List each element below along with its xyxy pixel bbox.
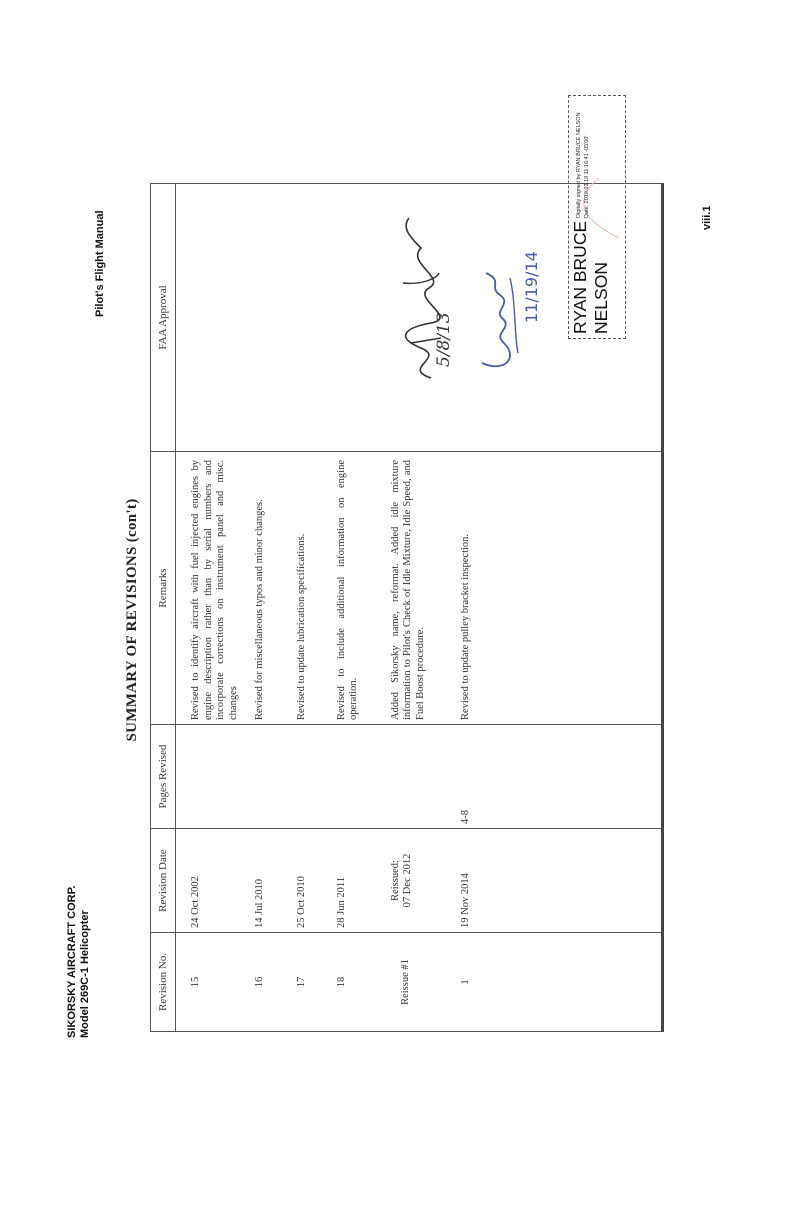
digital-signature-box xyxy=(568,95,626,339)
reissued-label: Reissued: xyxy=(389,860,401,901)
revision-no: 16 xyxy=(244,933,286,1032)
remarks: Revised to include additional information on engine operation. xyxy=(326,452,380,725)
remarks: Revised to update lubrication specifications. xyxy=(286,452,326,725)
revision-date: 19 Nov 2014 xyxy=(448,829,663,933)
revision-date xyxy=(380,829,448,933)
column-header: Revision Date xyxy=(151,829,176,933)
revision-date: 28 Jun 2011 xyxy=(326,829,380,933)
digital-signature-details xyxy=(575,112,591,218)
pages-revised xyxy=(176,725,244,829)
handwritten-date-2: 11/19/14 xyxy=(522,251,541,323)
pages-revised xyxy=(286,725,326,829)
remarks: Added Sikorsky name, reformat. Added idle mixture information to Pilot's Check of Idle Mixture, Idle Speed, and Fuel Boost procedure. xyxy=(380,452,448,725)
company-name: SIKORSKY AIRCRAFT CORP. xyxy=(66,885,78,1038)
faa-approval-cell xyxy=(176,112,663,452)
revision-date: 25 Oct 2010 xyxy=(286,829,326,933)
column-header: FAA Approval xyxy=(151,184,176,452)
digital-line-1: Digitally signed by RYAN BRUCE NELSON xyxy=(576,112,582,218)
page-number: viii.1 xyxy=(701,205,713,230)
rotated-page xyxy=(64,112,724,1060)
revision-no: 15 xyxy=(176,933,244,1032)
revision-no: Reissue #1 xyxy=(380,933,448,1032)
pages-revised xyxy=(380,725,448,829)
revision-date: 24 Oct 2002 xyxy=(176,829,244,933)
pages-revised: 4-8 xyxy=(448,725,663,829)
revision-date: 14 Jul 2010 xyxy=(244,829,286,933)
pages-revised xyxy=(326,725,380,829)
column-header: Pages Revised xyxy=(151,725,176,829)
revisions-table xyxy=(150,112,664,1032)
manual-title: Pilot's Flight Manual xyxy=(94,210,106,317)
remarks: Revised to update pulley bracket inspection. xyxy=(448,452,663,725)
revision-no: 1 xyxy=(448,933,663,1032)
column-header: Revision No. xyxy=(151,933,176,1032)
model-name: Model 269C-1 Helicopter xyxy=(79,910,91,1038)
revision-no: 17 xyxy=(286,933,326,1032)
signer-name-line-2: NELSON xyxy=(591,262,611,334)
page-header-left xyxy=(66,885,92,1038)
revision-no: 18 xyxy=(326,933,380,1032)
remarks: Revised to identify aircraft with fuel injected engines by engine description rather than by serial numbers and incorporate corrections on instrument panel and misc. changes xyxy=(176,452,244,725)
handwritten-signature-2 xyxy=(474,263,524,373)
pages-revised xyxy=(244,725,286,829)
table-header-row xyxy=(151,184,176,1032)
remarks: Revised for miscellaneous typos and minor changes. xyxy=(244,452,286,725)
handwritten-date-1: 5/8/13 xyxy=(434,312,454,367)
page-title: SUMMARY OF REVISIONS (con't) xyxy=(124,498,140,742)
digital-line-2: Date: 2019.03.19 11:16:41 -05'00' xyxy=(584,135,590,218)
table-row xyxy=(176,184,244,1032)
signer-name-line-1: RYAN BRUCE xyxy=(570,220,590,334)
reissued-date: 07 Dec 2012 xyxy=(402,853,413,908)
column-header: Remarks xyxy=(151,452,176,725)
